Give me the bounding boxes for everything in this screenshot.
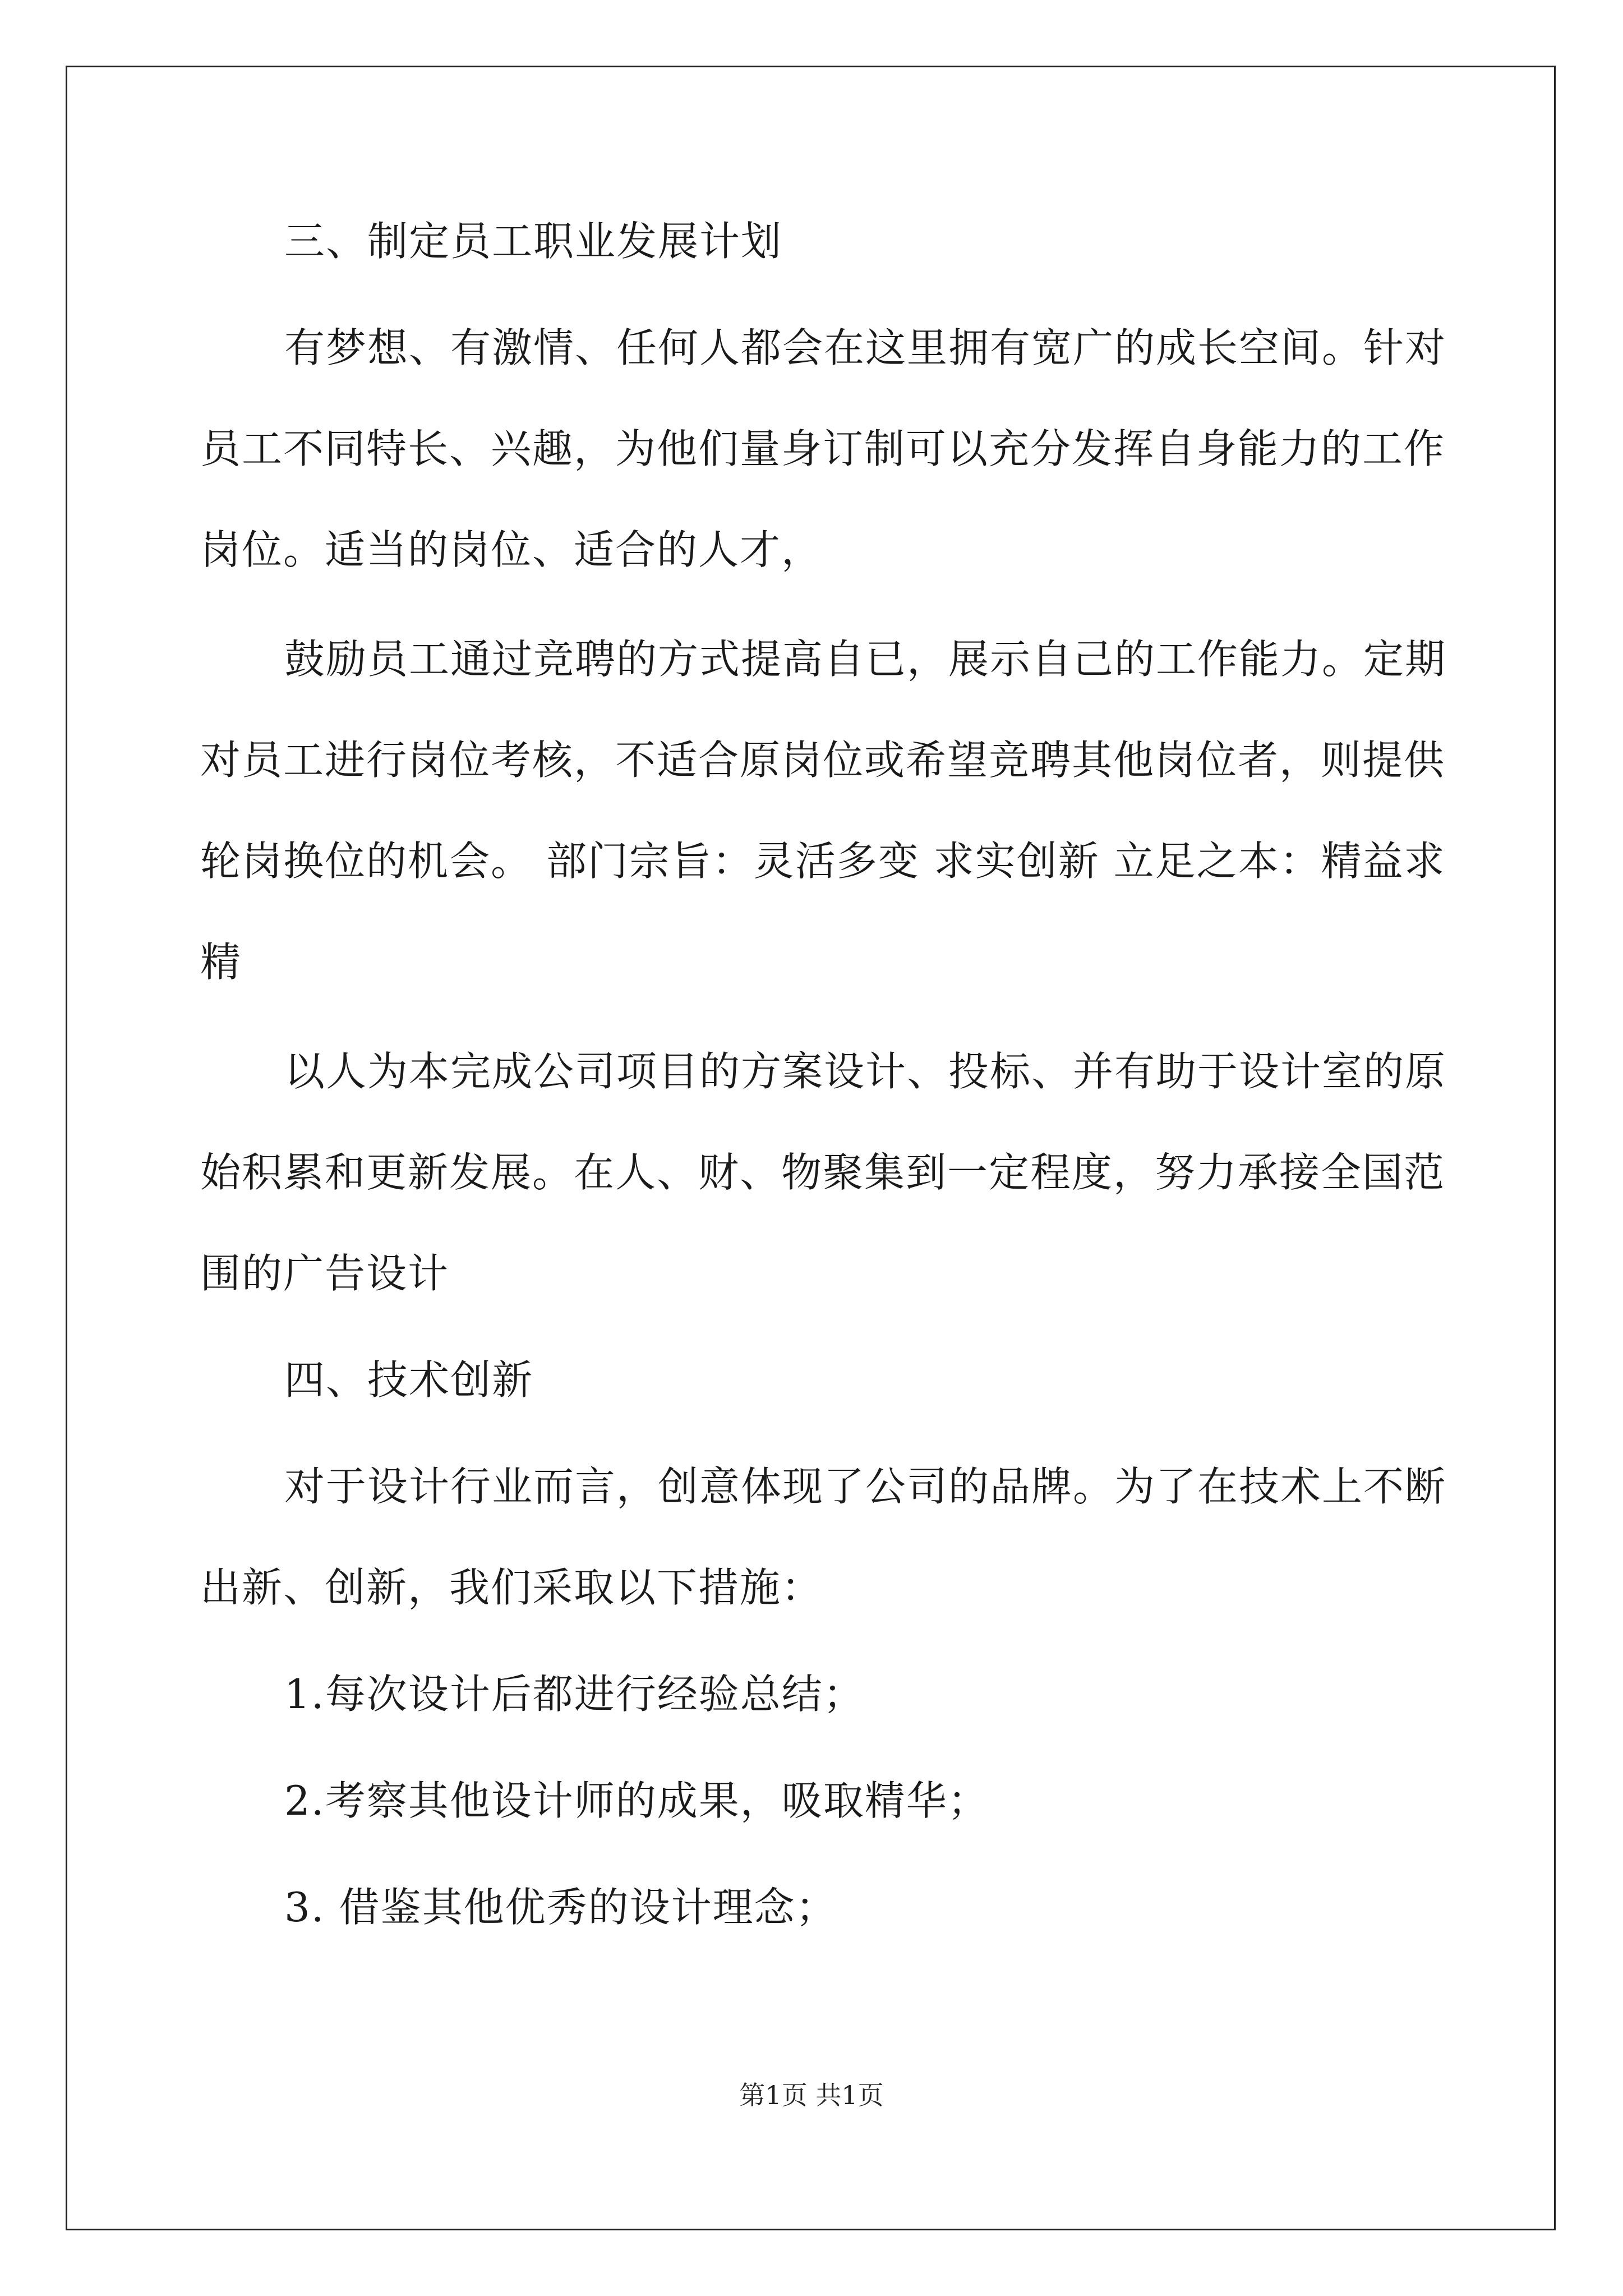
paragraph-line: 岗位。适当的岗位、适合的人才， <box>200 526 823 573</box>
paragraph-line: 有梦想、有激情、任何人都会在这里拥有宽广的成长空间。针对 <box>284 324 1447 371</box>
list-item-2: 2.考察其他设计师的成果，吸取精华； <box>284 1777 989 1824</box>
paragraph-line: 精 <box>200 938 242 986</box>
list-item-1: 1.每次设计后都进行经验总结； <box>284 1671 865 1718</box>
list-item-3: 3. 借鉴其他优秀的设计理念； <box>284 1884 837 1931</box>
paragraph-line: 对员工进行岗位考核，不适合原岗位或希望竞聘其他岗位者，则提供 <box>200 737 1446 784</box>
page-number-footer: 第1页 共1页 <box>739 2080 884 2110</box>
paragraph-line: 对于设计行业而言，创意体现了公司的品牌。为了在技术上不断 <box>284 1463 1447 1510</box>
paragraph-line: 员工不同特长、兴趣，为他们量身订制可以充分发挥自身能力的工作 <box>200 425 1446 472</box>
paragraph-line: 以人为本完成公司项目的方案设计、投标、并有助于设计室的原 <box>284 1048 1447 1095</box>
paragraph-line: 围的广告设计 <box>200 1250 450 1297</box>
paragraph-line: 轮岗换位的机会。 部门宗旨：灵活多变 求实创新 立足之本：精益求 <box>200 838 1446 885</box>
section-heading-4: 四、技术创新 <box>284 1356 534 1404</box>
section-heading-3: 三、制定员工职业发展计划 <box>284 218 783 265</box>
paragraph-line: 始积累和更新发展。在人、财、物聚集到一定程度，努力承接全国范 <box>200 1149 1446 1196</box>
paragraph-line: 鼓励员工通过竞聘的方式提高自已，展示自己的工作能力。定期 <box>284 636 1447 683</box>
paragraph-line: 出新、创新，我们采取以下措施： <box>200 1564 823 1611</box>
